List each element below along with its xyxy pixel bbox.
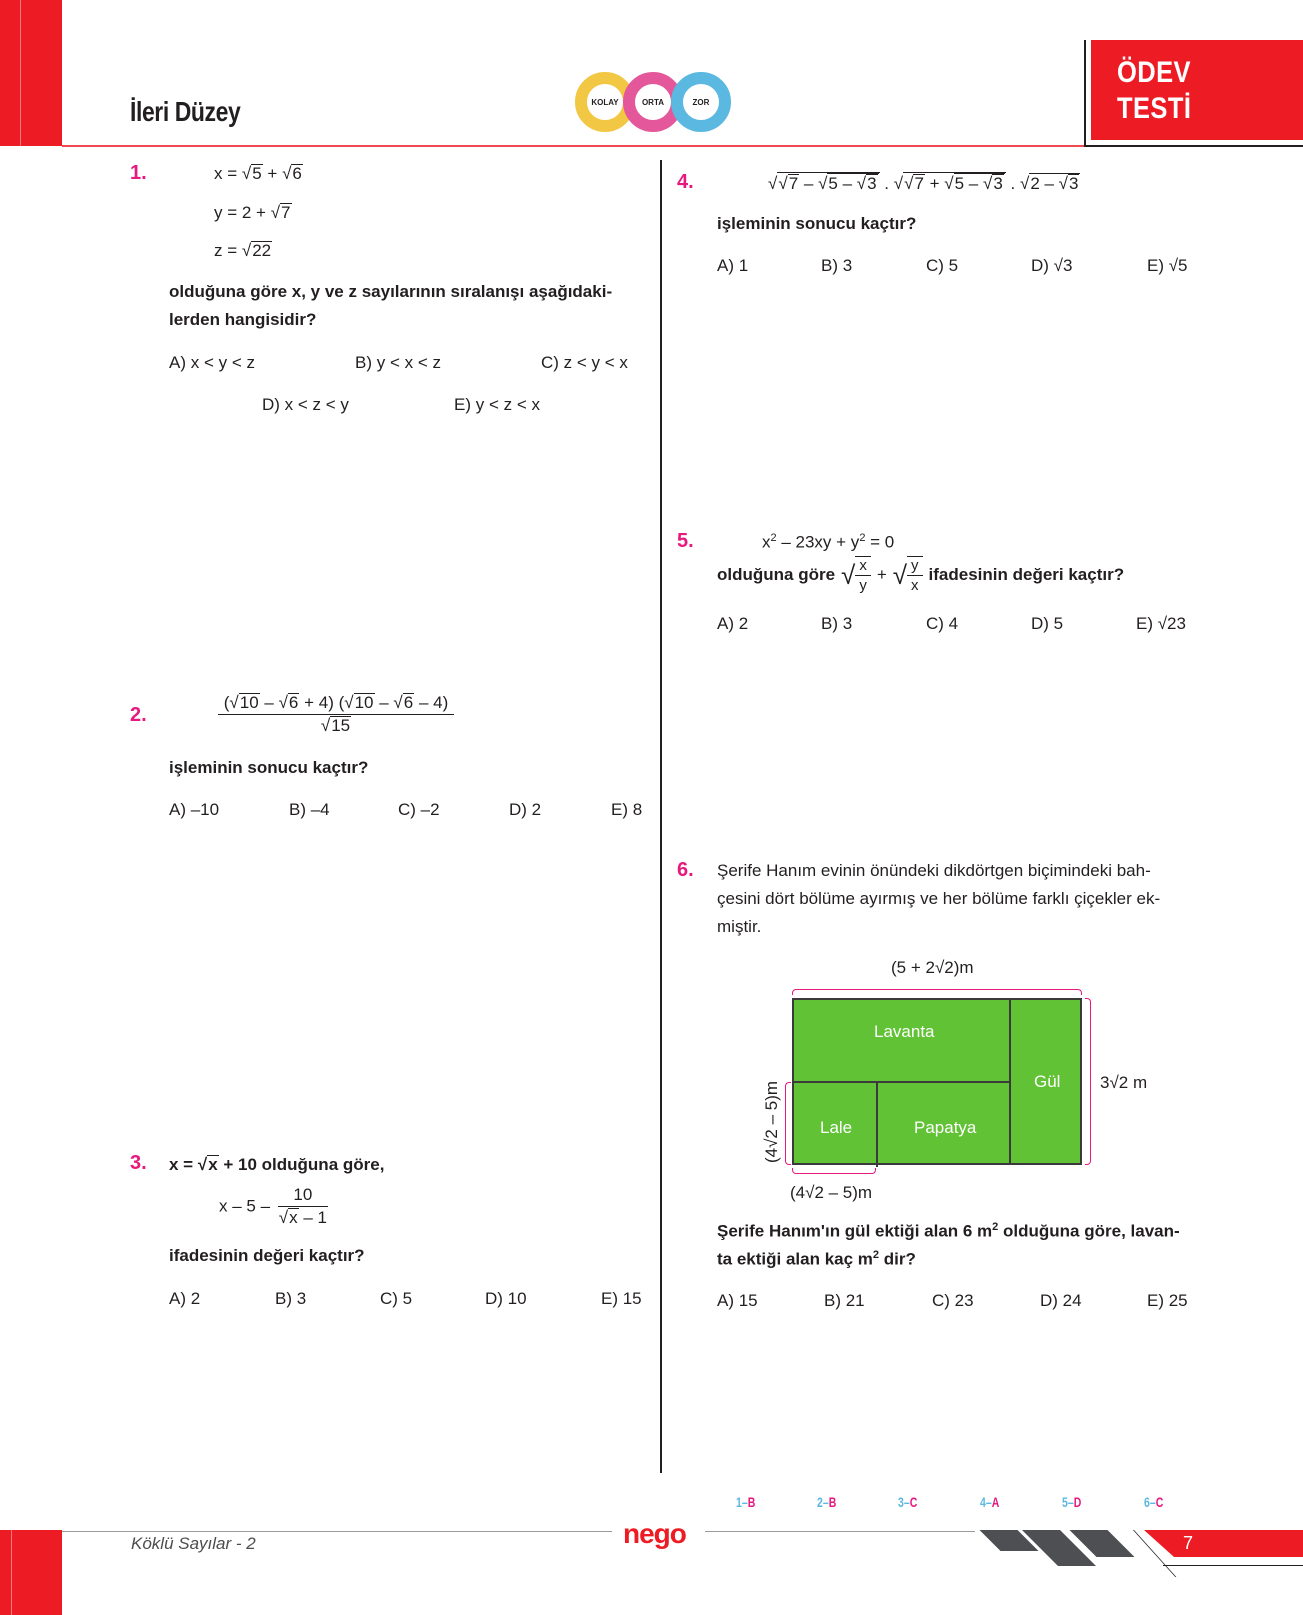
answer-2: 2–B xyxy=(817,1494,837,1510)
region-lavanta: Lavanta xyxy=(874,1022,935,1041)
option-d[interactable]: D) 24 xyxy=(1040,1291,1082,1310)
answer-number: 3 xyxy=(898,1494,904,1510)
option-b[interactable]: B) 3 xyxy=(821,256,853,275)
sqrt: √x xyxy=(197,1155,218,1174)
eq-text: x = xyxy=(214,164,242,183)
vertical-divider-lale xyxy=(876,1081,878,1167)
option-e[interactable]: E) 25 xyxy=(1147,1291,1188,1310)
radicand xyxy=(954,173,1005,193)
sqrt: √22 xyxy=(241,241,272,260)
horizontal-divider xyxy=(794,1081,1010,1083)
sqrt: √15 xyxy=(320,716,351,735)
option-c[interactable]: C) 23 xyxy=(932,1291,974,1310)
numerator: 10 xyxy=(278,1185,328,1207)
badge-line-1: ÖDEV xyxy=(1117,56,1191,89)
option-c[interactable]: C) 4 xyxy=(926,614,959,633)
option-c[interactable]: C) z < y < x xyxy=(541,353,628,372)
option-a[interactable]: A) 2 xyxy=(717,614,749,633)
prompt-text: olduğuna göre xyxy=(717,565,836,584)
answer-1: 1–B xyxy=(736,1494,756,1510)
option-e[interactable]: E) √23 xyxy=(1136,614,1186,633)
question-number: 1. xyxy=(130,162,147,184)
option-a[interactable]: A) 1 xyxy=(717,256,749,275)
radicand xyxy=(903,172,1006,193)
eq-text: 5 – xyxy=(954,174,983,193)
sqrt: √5 – √3 xyxy=(818,174,877,193)
option-b[interactable]: B) –4 xyxy=(289,800,330,819)
eq-text: – xyxy=(259,693,279,712)
expression-fraction xyxy=(218,693,454,736)
question-number: 4. xyxy=(677,171,694,193)
option-b[interactable]: B) 3 xyxy=(821,614,853,633)
eq-text: x – 5 – xyxy=(219,1196,275,1216)
sqrt: √7 xyxy=(904,174,924,193)
sqrt: √3 xyxy=(856,174,877,193)
answer-letter: C xyxy=(909,1494,918,1510)
radicand: 7 xyxy=(788,174,799,193)
prompt-text: dir? xyxy=(879,1249,916,1269)
denominator xyxy=(317,715,355,736)
question-prompt-line xyxy=(717,556,1124,594)
numerator: x xyxy=(855,557,871,576)
denominator: y xyxy=(859,577,867,594)
footer-chapter-title: Köklü Sayılar - 2 xyxy=(131,1534,256,1553)
outer-sqrt: √√7 – √5 – √3 xyxy=(768,172,880,194)
sqrt: √6 xyxy=(282,164,302,183)
question-prompt: işleminin sonucu kaçtır? xyxy=(169,758,369,777)
question-number: 5. xyxy=(677,530,694,552)
exponent: 2 xyxy=(770,532,777,544)
left-red-strip-bottom xyxy=(0,1530,62,1615)
radicand: 7 xyxy=(914,174,924,193)
denominator: x xyxy=(911,577,919,594)
exponent: 2 xyxy=(992,1221,999,1233)
sqrt: √5 xyxy=(241,164,262,183)
question-number: 2. xyxy=(130,704,147,726)
question-prompt: olduğuna göre x, y ve z sayılarının sıralanışı aşağıdaki- xyxy=(169,282,613,301)
top-brace xyxy=(792,989,1082,995)
option-a[interactable]: A) x < y < z xyxy=(169,353,255,372)
option-a[interactable]: A) 15 xyxy=(717,1291,758,1310)
eq-text: – 23xy + y xyxy=(776,532,860,552)
question-prompt: işleminin sonucu kaçtır? xyxy=(717,214,917,233)
eq-text: – 4) xyxy=(414,693,449,712)
answer-letter: D xyxy=(1073,1494,1082,1510)
fraction xyxy=(218,693,454,736)
radicand: 10 xyxy=(239,693,259,712)
eq-text: y = 2 + xyxy=(214,203,271,222)
eq-text: – xyxy=(374,693,394,712)
sqrt: √3 xyxy=(982,174,1003,193)
sqrt: √2 – √3 xyxy=(1019,174,1079,193)
question-text: çesini dört bölüme ayırmış ve her bölüme farklı çiçekler ek- xyxy=(717,889,1161,908)
answer-3: 3–C xyxy=(898,1494,918,1510)
eq-text: x = xyxy=(169,1155,198,1174)
sqrt: √x xyxy=(278,1208,298,1227)
denominator xyxy=(275,1207,331,1228)
equation-z xyxy=(214,241,272,261)
sqrt: √ xyxy=(892,559,908,590)
exponent: 2 xyxy=(872,1249,880,1261)
eq-text: – xyxy=(799,174,819,193)
radicand: 3 xyxy=(867,174,877,193)
answer-number: 2 xyxy=(817,1494,823,1510)
radicand: x xyxy=(289,1208,298,1227)
footer-divider-left xyxy=(62,1531,612,1532)
difficulty-orta-label: ORTA xyxy=(641,97,665,107)
given-equation xyxy=(169,1155,384,1175)
radicand: 10 xyxy=(354,693,374,712)
difficulty-zor-label: ZOR xyxy=(692,97,710,107)
answer-number: 1 xyxy=(736,1494,742,1510)
option-d[interactable]: D) x < z < y xyxy=(262,395,349,414)
option-d[interactable]: D) 5 xyxy=(1031,614,1064,633)
option-e[interactable]: E) y < z < x xyxy=(454,395,540,414)
option-b[interactable]: B) y < x < z xyxy=(355,353,441,372)
option-b[interactable]: B) 21 xyxy=(824,1291,865,1310)
radicand xyxy=(827,173,878,193)
eq-text: + xyxy=(262,164,283,183)
answer-5: 5–D xyxy=(1062,1494,1082,1510)
left-brace xyxy=(785,1082,791,1165)
equation xyxy=(762,532,894,553)
radicand: 7 xyxy=(281,203,291,222)
fraction xyxy=(855,556,871,594)
fraction xyxy=(275,1185,331,1228)
radicand: 3 xyxy=(1069,174,1079,193)
radicand: 6 xyxy=(403,693,414,712)
bottom-brace xyxy=(792,1168,876,1174)
outer-sqrt: √√7 + √5 – √3 xyxy=(894,172,1006,194)
radicand: 5 xyxy=(252,164,262,183)
page-number: 7 xyxy=(1183,1533,1194,1553)
option-e[interactable]: E) 15 xyxy=(601,1289,642,1308)
badge-line-2: TESTİ xyxy=(1117,92,1192,125)
page-number-tab xyxy=(1144,1530,1303,1557)
eq-text: x xyxy=(762,532,771,552)
eq-text: = 0 xyxy=(865,532,895,552)
expression xyxy=(768,172,1080,194)
prompt-text: ta ektiği alan kaç m xyxy=(717,1249,873,1269)
difficulty-kolay-label: KOLAY xyxy=(591,97,619,107)
option-a[interactable]: A) –10 xyxy=(169,800,220,819)
radicand: 3 xyxy=(993,174,1003,193)
prompt-text: Şerife Hanım'ın gül ektiği alan 6 m xyxy=(717,1221,993,1241)
option-e[interactable]: E) 8 xyxy=(611,800,643,819)
eq-text: + 10 olduğuna göre, xyxy=(218,1155,385,1174)
sqrt: √7 xyxy=(270,203,291,222)
vertical-divider-gul xyxy=(1009,1000,1011,1163)
answer-letter: C xyxy=(1155,1494,1164,1510)
left-red-strip-top xyxy=(0,0,62,146)
radicand: x xyxy=(208,1155,218,1174)
right-brace xyxy=(1085,998,1091,1165)
question-prompt xyxy=(717,1221,1180,1242)
option-c[interactable]: C) 5 xyxy=(380,1289,413,1308)
top-dimension-label: (5 + 2√2)m xyxy=(891,958,974,977)
eq-text: ( xyxy=(223,693,230,712)
eq-text: 5 – xyxy=(828,174,857,193)
option-c[interactable]: C) 5 xyxy=(926,256,959,275)
question-number: 3. xyxy=(130,1152,147,1174)
option-a[interactable]: A) 2 xyxy=(169,1289,201,1308)
eq-text: . xyxy=(879,174,894,193)
difficulty-zor-ring xyxy=(671,72,731,132)
sqrt: √7 xyxy=(778,174,799,193)
eq-text: 2 – xyxy=(1030,174,1059,193)
answer-4: 4–A xyxy=(980,1494,1000,1510)
radicand: 6 xyxy=(288,693,299,712)
footer-divider-right xyxy=(705,1531,975,1532)
bottom-dimension-label: (4√2 – 5)m xyxy=(790,1183,873,1202)
exponent: 2 xyxy=(859,532,866,544)
eq-text: z = xyxy=(214,241,242,260)
option-c[interactable]: C) –2 xyxy=(398,800,440,819)
numerator xyxy=(218,693,454,715)
region-lale: Lale xyxy=(820,1118,853,1137)
option-d[interactable]: D) 10 xyxy=(485,1289,527,1308)
option-b[interactable]: B) 3 xyxy=(275,1289,307,1308)
question-prompt: lerden hangisidir? xyxy=(169,310,317,329)
right-dimension-label: 3√2 m xyxy=(1100,1073,1148,1092)
sqrt: √6 xyxy=(278,693,299,712)
region-gul: Gül xyxy=(1034,1072,1061,1091)
left-dimension-label: (4√2 – 5)m xyxy=(762,1080,781,1164)
publisher-logo: nego xyxy=(623,1518,686,1549)
sqrt: √ xyxy=(841,559,856,590)
sqrt: √5 – √3 xyxy=(944,174,1003,193)
option-d[interactable]: D) 2 xyxy=(509,800,542,819)
sqrt: √10 xyxy=(229,693,259,712)
region-papatya: Papatya xyxy=(914,1118,977,1137)
eq-text: – 1 xyxy=(298,1208,327,1227)
header-divider xyxy=(62,145,1088,147)
page-title: İleri Düzey xyxy=(130,96,241,127)
sqrt: √10 xyxy=(344,693,374,712)
eq-text: + xyxy=(876,565,887,584)
column-divider xyxy=(660,160,662,1473)
radicand xyxy=(777,172,879,193)
prompt-text: olduğuna göre, lavan- xyxy=(998,1221,1180,1241)
option-d[interactable]: D) √3 xyxy=(1031,256,1073,275)
eq-text: + 4) ( xyxy=(299,693,345,712)
garden-rectangle xyxy=(792,998,1082,1165)
answer-number: 6 xyxy=(1144,1494,1150,1510)
answer-letter: B xyxy=(747,1494,756,1510)
page-number-underline xyxy=(1163,1565,1303,1566)
eq-text: . xyxy=(1005,174,1020,193)
homework-test-badge xyxy=(1091,40,1303,140)
question-text: Şerife Hanım evinin önündeki dikdörtgen biçimindeki bah- xyxy=(717,861,1151,880)
fraction xyxy=(907,556,923,594)
answer-6: 6–C xyxy=(1144,1494,1164,1510)
question-text: miştir. xyxy=(717,917,762,936)
equation-x xyxy=(214,164,303,184)
eq-text: + xyxy=(924,174,945,193)
question-number: 6. xyxy=(677,859,694,881)
sqrt: √6 xyxy=(393,693,414,712)
radicand: 22 xyxy=(252,241,272,260)
prompt-text: ifadesinin değeri kaçtır? xyxy=(928,565,1125,584)
equation-y xyxy=(214,203,292,223)
radicand: 15 xyxy=(331,716,351,735)
difficulty-rings xyxy=(575,70,735,136)
numerator: y xyxy=(907,557,923,576)
question-prompt xyxy=(717,1249,916,1270)
radicand xyxy=(1029,173,1080,193)
answer-number: 5 xyxy=(1062,1494,1068,1510)
question-prompt: ifadesinin değeri kaçtır? xyxy=(169,1246,365,1265)
sqrt: √3 xyxy=(1058,174,1079,193)
option-e[interactable]: E) √5 xyxy=(1147,256,1188,275)
answer-letter: A xyxy=(991,1494,1000,1510)
answer-letter: B xyxy=(828,1494,837,1510)
radicand: 6 xyxy=(292,164,302,183)
expression xyxy=(219,1185,331,1228)
answer-number: 4 xyxy=(980,1494,986,1510)
